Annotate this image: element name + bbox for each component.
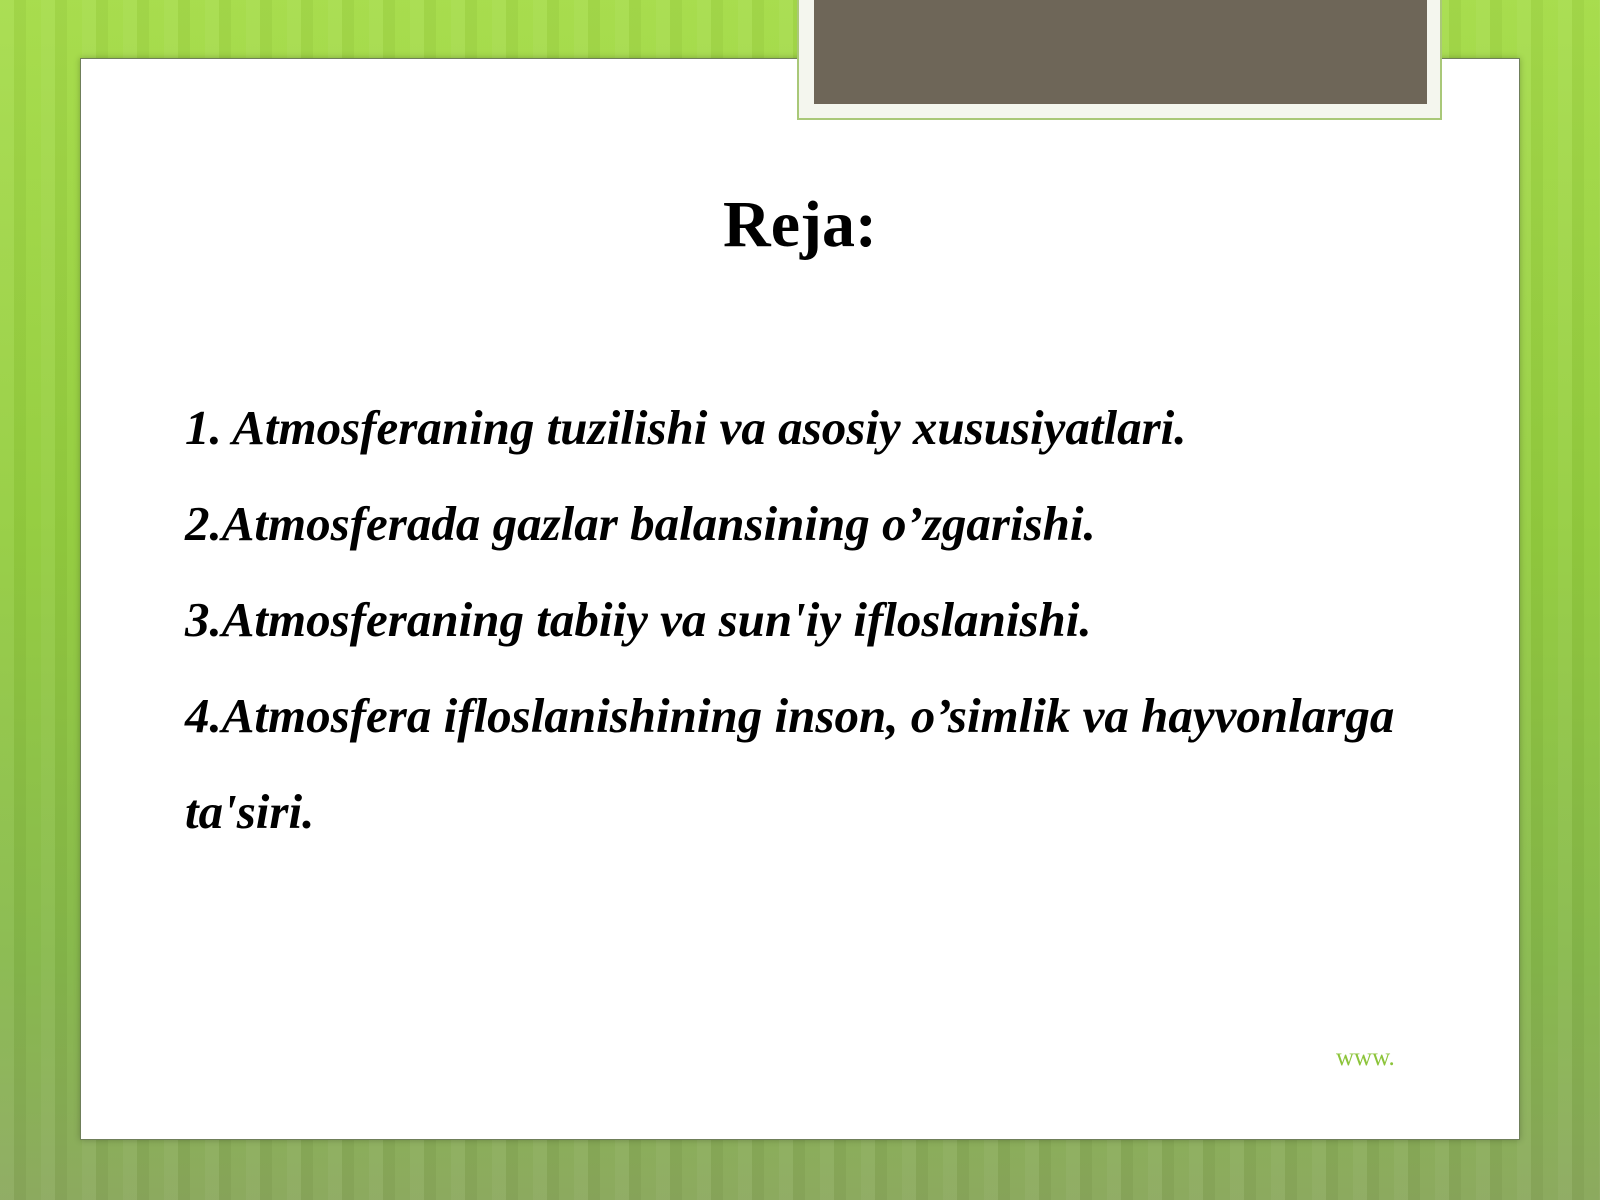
top-decorative-tab [814, 0, 1427, 104]
plan-item-1: 1. Atmosferaning tuzilishi va asosiy xususiyatlari. [185, 400, 1187, 455]
footer-website: www. [1336, 1044, 1395, 1071]
plan-item-3: 3.Atmosferaning tabiiy va sun'iy ifloslanishi. [185, 592, 1092, 647]
plan-item-4: 4.Atmosfera ifloslanishining inson, o’simlik va hayvonlarga ta'siri. [185, 688, 1395, 839]
slide-title: Reja: [723, 188, 877, 261]
plan-item-2: 2.Atmosferada gazlar balansining o’zgarishi. [185, 496, 1096, 551]
plan-list [185, 380, 1445, 860]
